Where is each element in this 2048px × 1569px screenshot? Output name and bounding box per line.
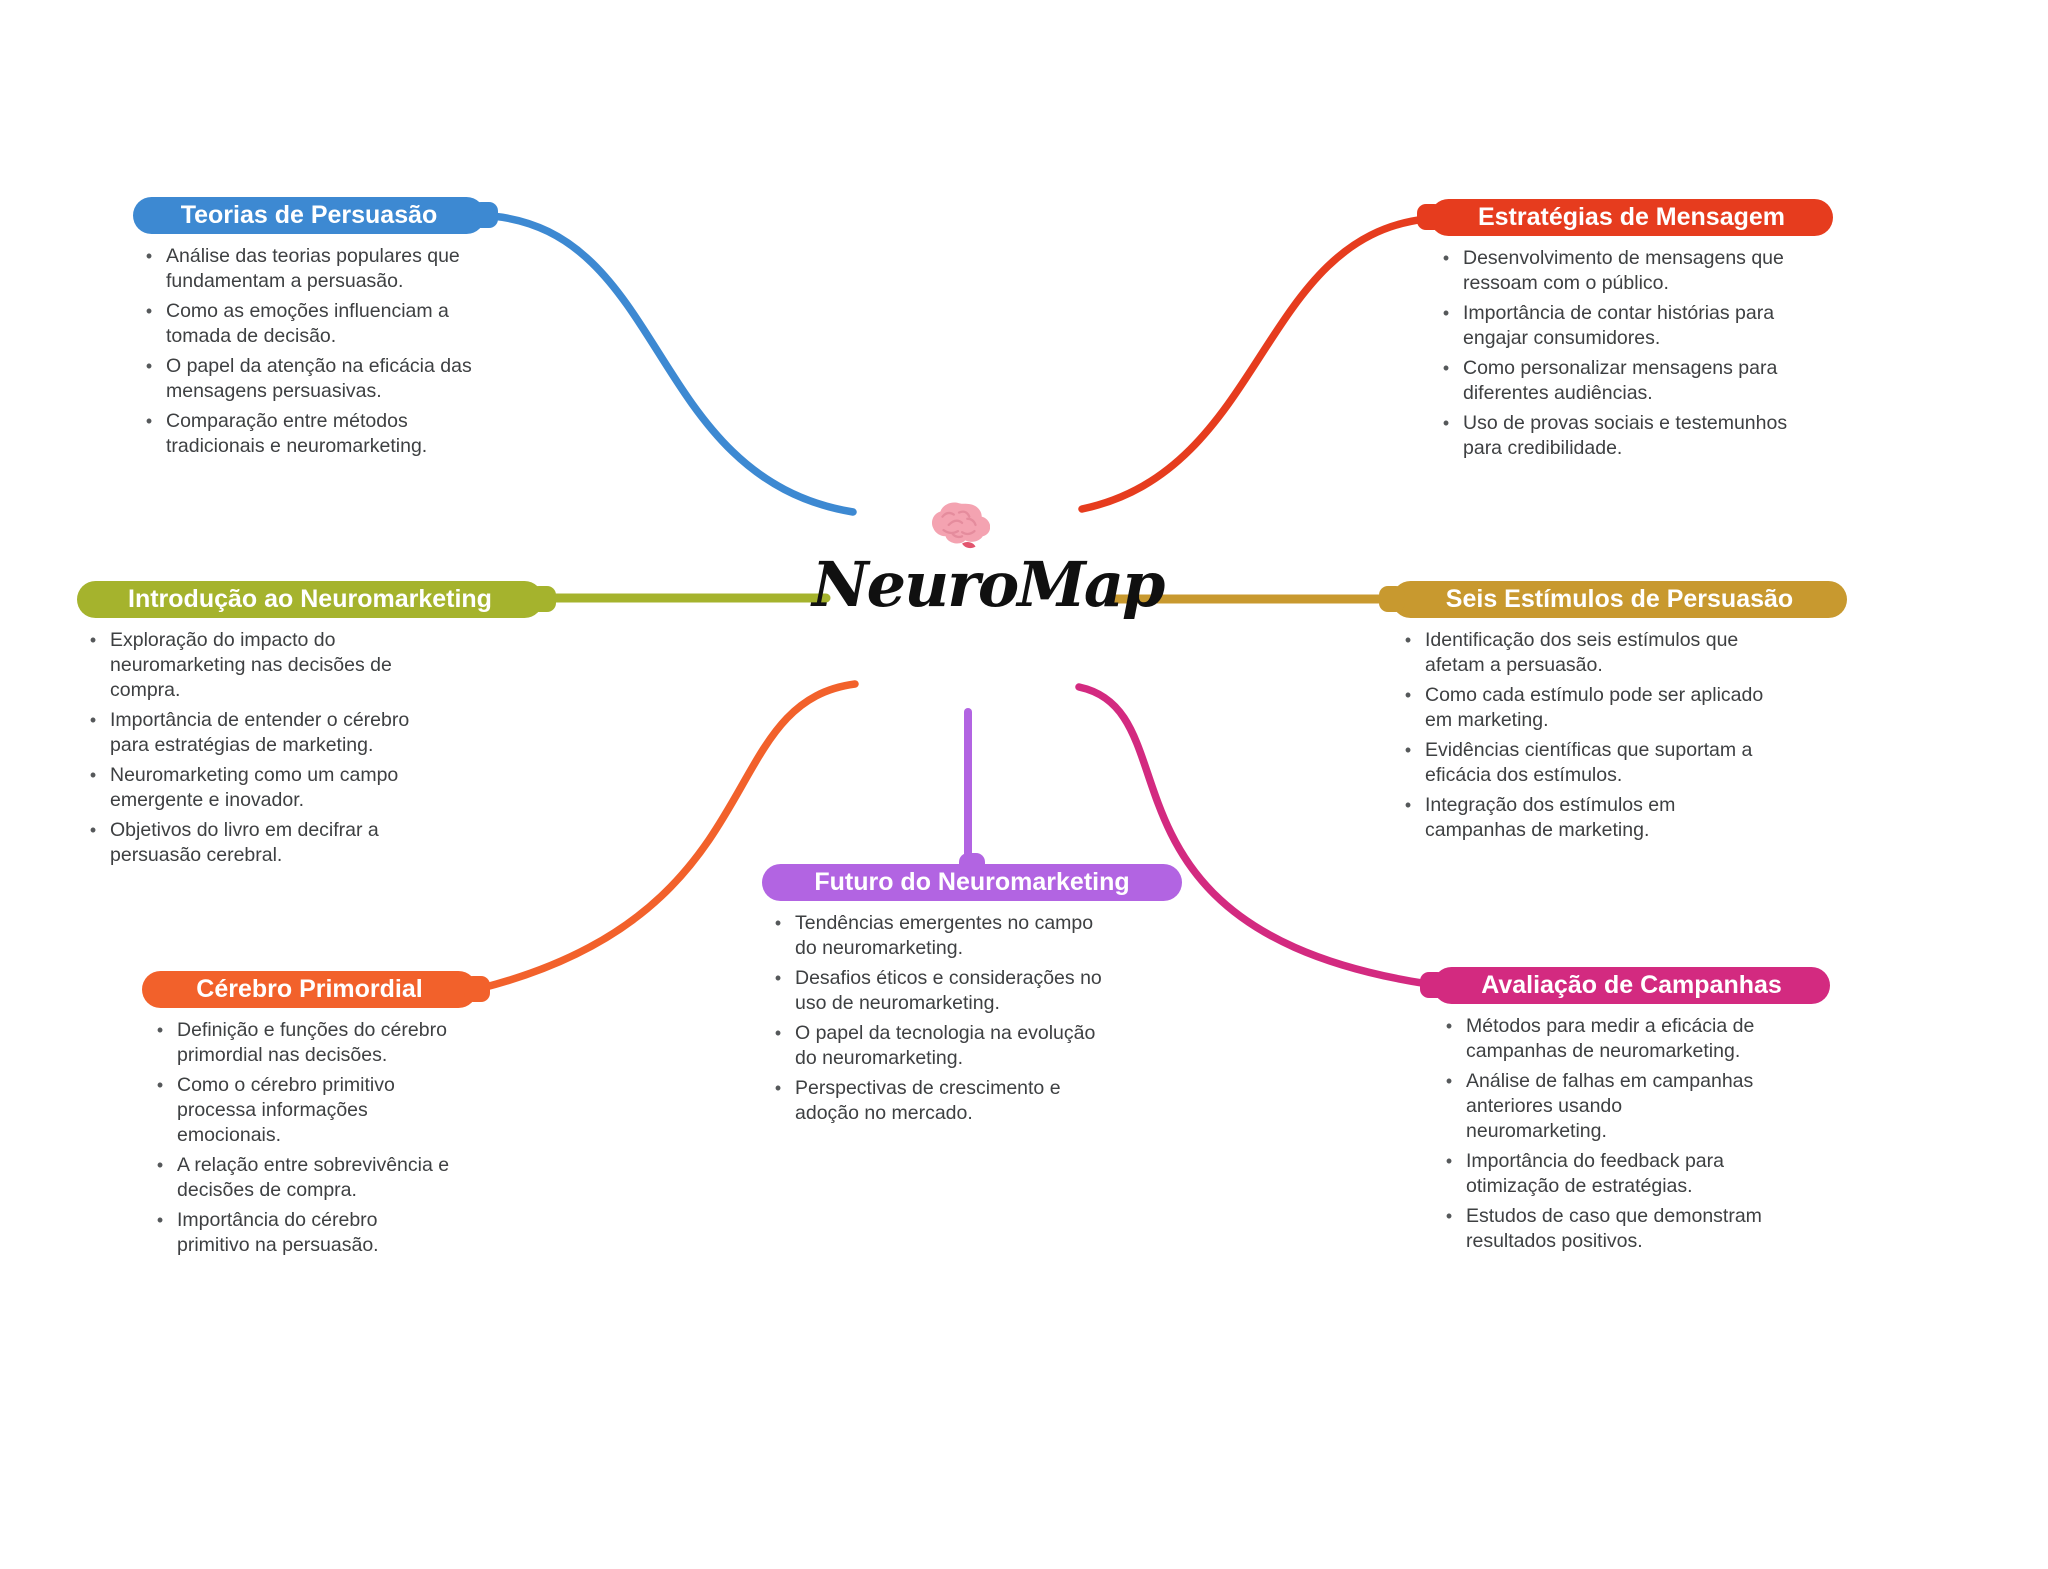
- list-item[interactable]: [1443, 1014, 1767, 1064]
- bullet-dot: •: [145, 356, 153, 376]
- bullet-dot: •: [156, 1020, 164, 1040]
- list-item[interactable]: [143, 354, 475, 404]
- list-item[interactable]: [772, 1076, 1119, 1126]
- branch-title: Teorias de Persuasão: [180, 201, 438, 229]
- bullet-text: Definição e funções do cérebro primordial nas decisões.: [177, 1019, 447, 1066]
- bullet-text: Neuromarketing como um campo emergente e inovador.: [110, 764, 399, 811]
- bullet-dot: •: [1442, 413, 1450, 433]
- bullet-dot: •: [1445, 1151, 1453, 1171]
- branch-title: Futuro do Neuromarketing: [814, 868, 1130, 896]
- branch-pill-estimulos[interactable]: [1392, 581, 1847, 618]
- branch-teorias-de-persuasao: [133, 197, 485, 464]
- bullet-list: [143, 244, 475, 459]
- bullet-list: [1402, 628, 1774, 843]
- bullet-text: Desafios éticos e considerações no uso de neuromarketing.: [795, 967, 1102, 1014]
- list-item[interactable]: [154, 1208, 454, 1258]
- list-item[interactable]: [772, 966, 1119, 1016]
- bullet-text: Como as emoções influenciam a tomada de decisão.: [166, 300, 449, 347]
- connector-nub: [530, 586, 556, 612]
- branch-cerebro-primordial: [142, 971, 477, 1263]
- bullet-dot: •: [145, 301, 153, 321]
- bullet-dot: •: [89, 820, 97, 840]
- bullet-text: A relação entre sobrevivência e decisões de compra.: [177, 1154, 450, 1201]
- bullet-dot: •: [1404, 685, 1412, 705]
- bullet-dot: •: [156, 1075, 164, 1095]
- bullet-text: Análise de falhas em campanhas anteriores usando neuromarketing.: [1466, 1070, 1754, 1142]
- list-item[interactable]: [1443, 1069, 1767, 1144]
- bullet-dot: •: [1404, 630, 1412, 650]
- list-item[interactable]: [143, 244, 475, 294]
- bullet-dot: •: [774, 913, 782, 933]
- branch-title: Cérebro Primordial: [196, 975, 423, 1003]
- bullet-dot: •: [89, 630, 97, 650]
- list-item[interactable]: [1443, 1149, 1767, 1199]
- branch-pill-cerebro[interactable]: [142, 971, 477, 1008]
- bullet-text: Exploração do impacto do neuromarketing nas decisões de compra.: [110, 629, 392, 701]
- branch-pill-avaliacao[interactable]: [1433, 967, 1830, 1004]
- list-item[interactable]: [1402, 738, 1774, 788]
- bullet-list: [87, 628, 429, 868]
- bullet-dot: •: [1445, 1206, 1453, 1226]
- bullet-dot: •: [1404, 795, 1412, 815]
- branch-pill-estrategias[interactable]: [1430, 199, 1833, 236]
- connector-nub: [1417, 204, 1443, 230]
- bullet-dot: •: [89, 765, 97, 785]
- bullet-text: Integração dos estímulos em campanhas de marketing.: [1425, 794, 1676, 841]
- brain-icon: [928, 500, 990, 554]
- bullet-text: Comparação entre métodos tradicionais e neuromarketing.: [166, 410, 428, 457]
- connector-nub: [1420, 972, 1446, 998]
- bullet-list: [1443, 1014, 1767, 1254]
- bullet-text: Desenvolvimento de mensagens que ressoam com o público.: [1463, 247, 1784, 294]
- list-item[interactable]: [1440, 411, 1792, 461]
- connector-nub: [472, 202, 498, 228]
- branch-title: Avaliação de Campanhas: [1481, 971, 1782, 999]
- bullet-text: Importância de contar histórias para engajar consumidores.: [1463, 302, 1775, 349]
- bullet-dot: •: [145, 246, 153, 266]
- branch-introducao-ao-neuromarketing: [77, 581, 543, 873]
- bullet-dot: •: [774, 1078, 782, 1098]
- list-item[interactable]: [87, 628, 429, 703]
- list-item[interactable]: [87, 818, 429, 868]
- branch-pill-teorias[interactable]: [133, 197, 485, 234]
- bullet-text: Identificação dos seis estímulos que afetam a persuasão.: [1425, 629, 1739, 676]
- list-item[interactable]: [143, 409, 475, 459]
- connector-nub: [464, 976, 490, 1002]
- bullet-text: Como personalizar mensagens para diferentes audiências.: [1463, 357, 1778, 404]
- list-item[interactable]: [772, 1021, 1119, 1071]
- central-node-title[interactable]: NeuroMap: [812, 548, 1164, 621]
- bullet-dot: •: [156, 1155, 164, 1175]
- connector-nub: [1379, 586, 1405, 612]
- list-item[interactable]: [1440, 356, 1792, 406]
- bullet-text: O papel da atenção na eficácia das mensagens persuasivas.: [166, 355, 472, 402]
- bullet-dot: •: [1445, 1071, 1453, 1091]
- list-item[interactable]: [1440, 301, 1792, 351]
- bullet-dot: •: [1442, 248, 1450, 268]
- branch-pill-introducao[interactable]: [77, 581, 543, 618]
- bullet-dot: •: [145, 411, 153, 431]
- branch-title: Estratégias de Mensagem: [1477, 203, 1786, 231]
- list-item[interactable]: [154, 1018, 454, 1068]
- bullet-text: O papel da tecnologia na evolução do neuromarketing.: [795, 1022, 1096, 1069]
- list-item[interactable]: [1440, 246, 1792, 296]
- bullet-list: [1440, 246, 1792, 461]
- branch-title: Introdução ao Neuromarketing: [128, 585, 492, 613]
- bullet-text: Análise das teorias populares que fundamentam a persuasão.: [166, 245, 460, 292]
- list-item[interactable]: [1402, 793, 1774, 843]
- list-item[interactable]: [1402, 628, 1774, 678]
- bullet-text: Perspectivas de crescimento e adoção no mercado.: [795, 1077, 1061, 1124]
- bullet-dot: •: [89, 710, 97, 730]
- list-item[interactable]: [154, 1073, 454, 1148]
- bullet-dot: •: [774, 1023, 782, 1043]
- bullet-text: Importância de entender o cérebro para estratégias de marketing.: [110, 709, 410, 756]
- list-item[interactable]: [87, 763, 429, 813]
- bullet-text: Como o cérebro primitivo processa informações emocionais.: [177, 1074, 395, 1146]
- bullet-dot: •: [1442, 303, 1450, 323]
- connector-estrategias: [1082, 219, 1426, 509]
- branch-avaliacao-de-campanhas: [1433, 967, 1830, 1259]
- bullet-dot: •: [156, 1210, 164, 1230]
- bullet-list: [154, 1018, 454, 1258]
- bullet-text: Estudos de caso que demonstram resultados positivos.: [1466, 1205, 1762, 1252]
- bullet-text: Como cada estímulo pode ser aplicado em marketing.: [1425, 684, 1764, 731]
- list-item[interactable]: [87, 708, 429, 758]
- branch-pill-futuro[interactable]: [762, 864, 1182, 901]
- bullet-dot: •: [1445, 1016, 1453, 1036]
- list-item[interactable]: [154, 1153, 454, 1203]
- bullet-text: Evidências científicas que suportam a eficácia dos estímulos.: [1425, 739, 1753, 786]
- branch-title: Seis Estímulos de Persuasão: [1445, 585, 1794, 613]
- list-item[interactable]: [143, 299, 475, 349]
- list-item[interactable]: [1443, 1204, 1767, 1254]
- connector-teorias: [492, 216, 853, 512]
- bullet-text: Objetivos do livro em decifrar a persuasão cerebral.: [110, 819, 379, 866]
- bullet-dot: •: [774, 968, 782, 988]
- bullet-text: Métodos para medir a eficácia de campanhas de neuromarketing.: [1466, 1015, 1755, 1062]
- branch-estrategias-de-mensagem: [1430, 199, 1833, 466]
- list-item[interactable]: [772, 911, 1119, 961]
- branch-seis-estimulos-de-persuasao: [1392, 581, 1847, 848]
- bullet-dot: •: [1404, 740, 1412, 760]
- bullet-dot: •: [1442, 358, 1450, 378]
- branch-futuro-do-neuromarketing: [762, 864, 1182, 1131]
- bullet-text: Importância do cérebro primitivo na persuasão.: [177, 1209, 379, 1256]
- bullet-list: [772, 911, 1119, 1126]
- bullet-text: Importância do feedback para otimização de estratégias.: [1466, 1150, 1724, 1197]
- list-item[interactable]: [1402, 683, 1774, 733]
- bullet-text: Uso de provas sociais e testemunhos para credibilidade.: [1463, 412, 1788, 459]
- bullet-text: Tendências emergentes no campo do neuromarketing.: [795, 912, 1094, 959]
